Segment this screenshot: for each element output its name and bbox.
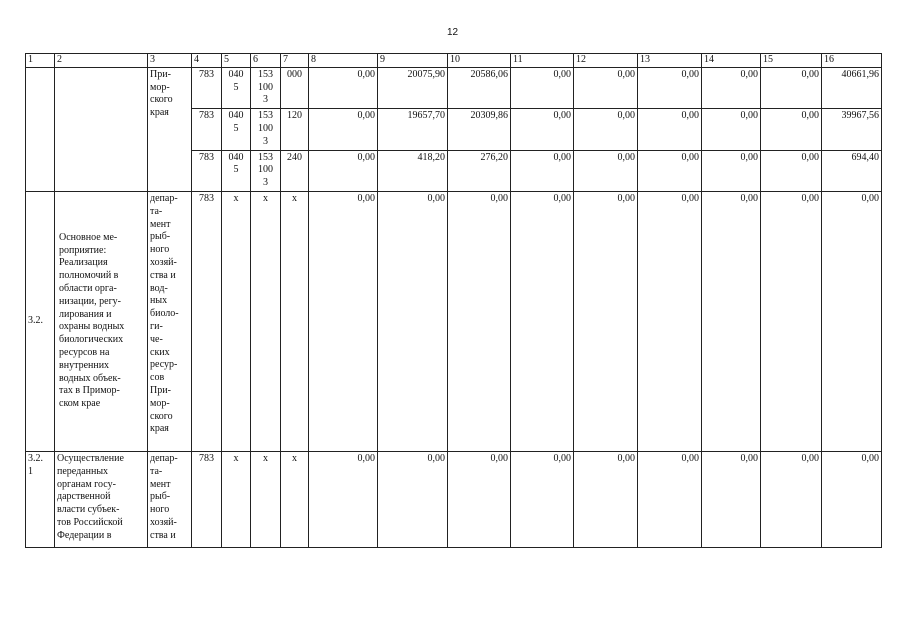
- cell-value: 276,20: [448, 150, 511, 191]
- cell-value: 0,00: [309, 67, 378, 108]
- header-cell: 14: [702, 54, 761, 68]
- cell-value: 0,00: [638, 451, 702, 547]
- cell-value: 0,00: [574, 451, 638, 547]
- cell-grbs: 783: [192, 191, 222, 451]
- cell-value: 0,00: [309, 191, 378, 451]
- cell-value: 0,00: [761, 191, 822, 451]
- cell-value: 0,00: [702, 191, 761, 451]
- cell-section: х: [222, 191, 251, 451]
- cell-expense-type: х: [281, 191, 309, 451]
- cell-value: 0,00: [761, 451, 822, 547]
- cell-value: 0,00: [511, 109, 574, 150]
- cell-grbs: 783: [192, 150, 222, 191]
- cell-value: 0,00: [638, 109, 702, 150]
- cell-value: 20309,86: [448, 109, 511, 150]
- table-row: [26, 451, 882, 547]
- header-cell: 2: [55, 54, 148, 68]
- executor-cell: При- мор- ского края: [148, 67, 192, 191]
- header-cell: 15: [761, 54, 822, 68]
- cell-value: 19657,70: [378, 109, 448, 150]
- name-cell: Осуществление переданных органам госу- дарственной власти субъек- тов Российской Федерации в: [55, 451, 148, 547]
- cell-value: 0,00: [638, 191, 702, 451]
- cell-value: 0,00: [448, 451, 511, 547]
- cell-value: 0,00: [702, 109, 761, 150]
- cell-value: 40661,96: [822, 67, 882, 108]
- cell-section: 040 5: [222, 109, 251, 150]
- header-cell: 5: [222, 54, 251, 68]
- cell-value: 0,00: [511, 451, 574, 547]
- cell-value: 0,00: [511, 191, 574, 451]
- name-cell: [55, 67, 148, 191]
- cell-target: х: [251, 451, 281, 547]
- row-number-cell: 3.2.: [26, 191, 55, 451]
- header-cell: 1: [26, 54, 55, 68]
- cell-value: 0,00: [511, 67, 574, 108]
- name-cell: Основное ме- роприятие: Реализация полномочий в области орга- низации, регу- лирования и охраны водных биологических ресурсов на внутренних водных объек- тах в Примор- ском крае: [55, 191, 148, 451]
- cell-value: 0,00: [574, 150, 638, 191]
- cell-value: 0,00: [378, 451, 448, 547]
- header-cell: 9: [378, 54, 448, 68]
- cell-grbs: 783: [192, 451, 222, 547]
- cell-value: 0,00: [574, 109, 638, 150]
- cell-expense-type: 000: [281, 67, 309, 108]
- cell-grbs: 783: [192, 67, 222, 108]
- table-row: [26, 67, 882, 108]
- cell-value: 0,00: [574, 191, 638, 451]
- table-row: [26, 191, 882, 451]
- header-cell: 3: [148, 54, 192, 68]
- header-cell: 7: [281, 54, 309, 68]
- cell-value: 0,00: [511, 150, 574, 191]
- cell-section: 040 5: [222, 150, 251, 191]
- cell-value: 0,00: [638, 67, 702, 108]
- cell-value: 0,00: [822, 191, 882, 451]
- cell-value: 0,00: [309, 150, 378, 191]
- header-cell: 16: [822, 54, 882, 68]
- budget-table: [25, 53, 882, 548]
- cell-target: 153 100 3: [251, 109, 281, 150]
- cell-target: 153 100 3: [251, 150, 281, 191]
- cell-value: 0,00: [702, 150, 761, 191]
- cell-expense-type: 120: [281, 109, 309, 150]
- cell-value: 20586,06: [448, 67, 511, 108]
- header-cell: 6: [251, 54, 281, 68]
- cell-expense-type: 240: [281, 150, 309, 191]
- cell-value: 39967,56: [822, 109, 882, 150]
- cell-value: 0,00: [309, 109, 378, 150]
- cell-value: 0,00: [702, 451, 761, 547]
- header-row: [26, 54, 882, 68]
- cell-value: 0,00: [761, 67, 822, 108]
- cell-section: х: [222, 451, 251, 547]
- executor-cell: депар- та- мент рыб- ного хозяй- ства и вод- ных биоло- ги- че- ских ресур- сов При- мор- ского края: [148, 191, 192, 451]
- cell-value: 0,00: [761, 150, 822, 191]
- cell-section: 040 5: [222, 67, 251, 108]
- cell-value: 0,00: [638, 150, 702, 191]
- header-cell: 11: [511, 54, 574, 68]
- cell-grbs: 783: [192, 109, 222, 150]
- cell-value: 0,00: [448, 191, 511, 451]
- cell-value: 0,00: [574, 67, 638, 108]
- cell-target: х: [251, 191, 281, 451]
- header-cell: 10: [448, 54, 511, 68]
- page-number: 12: [446, 27, 459, 38]
- header-cell: 8: [309, 54, 378, 68]
- cell-expense-type: х: [281, 451, 309, 547]
- header-cell: 4: [192, 54, 222, 68]
- cell-value: 418,20: [378, 150, 448, 191]
- cell-value: 0,00: [378, 191, 448, 451]
- cell-value: 20075,90: [378, 67, 448, 108]
- row-number-cell: [26, 67, 55, 191]
- row-number-cell: 3.2. 1: [26, 451, 55, 547]
- header-cell: 12: [574, 54, 638, 68]
- executor-cell: депар- та- мент рыб- ного хозяй- ства и: [148, 451, 192, 547]
- cell-value: 0,00: [309, 451, 378, 547]
- cell-value: 0,00: [702, 67, 761, 108]
- cell-target: 153 100 3: [251, 67, 281, 108]
- cell-value: 694,40: [822, 150, 882, 191]
- cell-value: 0,00: [822, 451, 882, 547]
- header-cell: 13: [638, 54, 702, 68]
- cell-value: 0,00: [761, 109, 822, 150]
